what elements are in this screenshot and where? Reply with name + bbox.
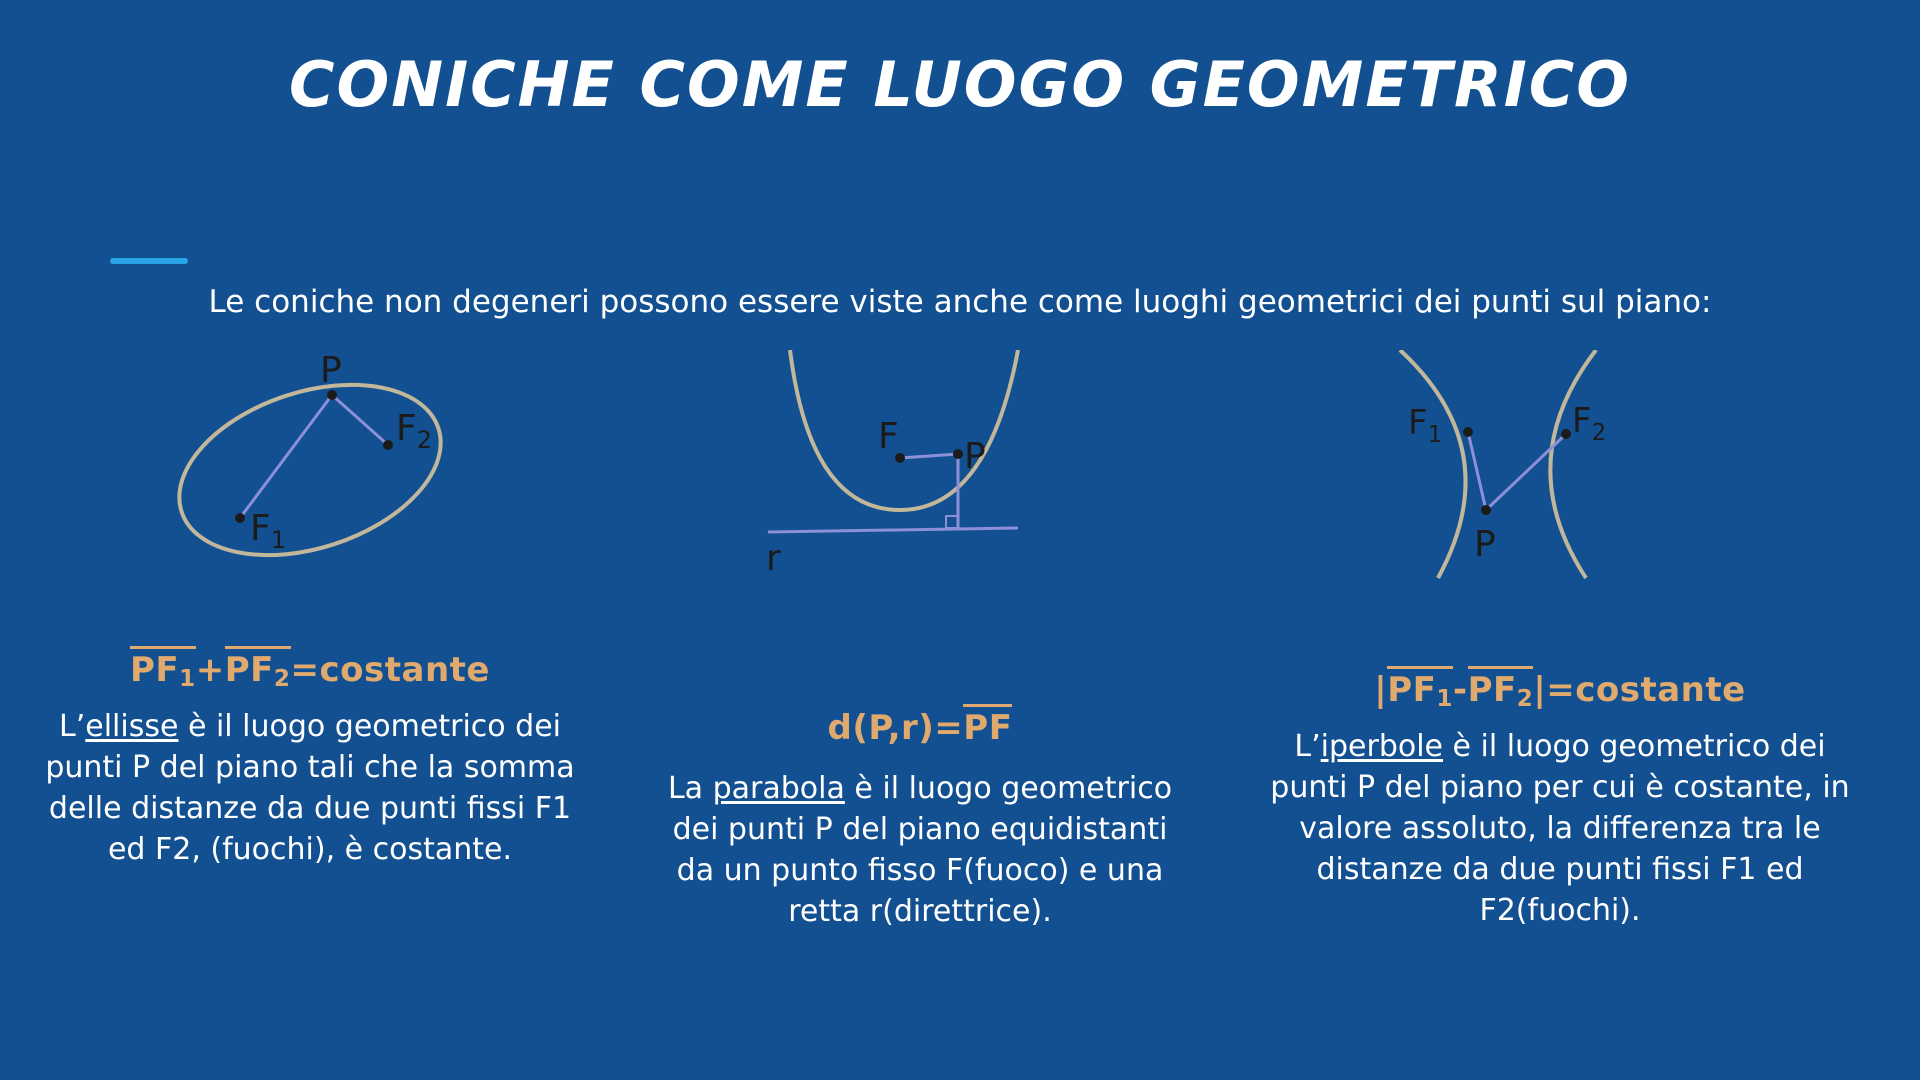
hyperbola-term-link[interactable]: iperbole bbox=[1320, 729, 1444, 765]
point-f2-dot bbox=[1561, 429, 1571, 439]
column-hyperbola bbox=[1250, 350, 1870, 932]
parabola-formula-left: d(P,r)= bbox=[827, 708, 964, 748]
hyperbola-formula bbox=[1250, 670, 1870, 712]
label-f: F bbox=[878, 416, 899, 457]
directrix-line bbox=[768, 528, 1018, 532]
segment-p-f2 bbox=[332, 395, 388, 445]
hyperbola-description bbox=[1250, 726, 1870, 931]
parabola-diagram bbox=[750, 350, 1090, 580]
label-f1: $F_1$ bbox=[250, 508, 286, 554]
label-p: P bbox=[1474, 524, 1496, 565]
hyperbola-description-pre: L’ bbox=[1294, 729, 1321, 765]
ellipse-description bbox=[30, 706, 590, 870]
ellipse-formula-term2 bbox=[224, 646, 291, 693]
label-f1: $F_1$ bbox=[1408, 403, 1443, 448]
parabola-description bbox=[640, 768, 1200, 932]
point-p-dot bbox=[327, 390, 337, 400]
hyperbola-formula-pf1: PF bbox=[1387, 670, 1437, 710]
segment-p-f1 bbox=[1468, 432, 1486, 510]
hyperbola-formula-pf2: PF bbox=[1467, 670, 1517, 710]
ellipse-formula-pf1: PF bbox=[130, 650, 180, 690]
ellipse-formula-pf2-sub: 2 bbox=[273, 666, 291, 693]
ellipse-description-pre: L’ bbox=[59, 709, 86, 745]
hyperbola-formula-pf1-sub: 1 bbox=[1436, 686, 1453, 713]
hyperbola-formula-open: | bbox=[1374, 670, 1388, 710]
ellipse-diagram bbox=[140, 350, 480, 580]
label-f2: $F_2$ bbox=[1572, 401, 1607, 446]
accent-bar bbox=[110, 258, 188, 264]
parabola-term-link[interactable]: parabola bbox=[712, 771, 845, 806]
parabola-formula bbox=[640, 708, 1200, 748]
hyperbola-formula-term1 bbox=[1387, 666, 1453, 713]
hyperbola-description-post: è il luogo geometrico dei punti P del piano per cui è costante, in valore assoluto, la differenza tra le distanze da due punti fissi F1 ed F2(fuochi). bbox=[1270, 729, 1850, 929]
right-angle-mark bbox=[946, 516, 958, 528]
point-f1-dot bbox=[235, 513, 245, 523]
point-f1-dot bbox=[1463, 427, 1473, 437]
parabola-formula-pf: PF bbox=[963, 704, 1012, 748]
parabola-figure bbox=[640, 350, 1200, 650]
hyperbola-formula-close: | bbox=[1533, 670, 1547, 710]
hyperbola-diagram bbox=[1390, 350, 1730, 590]
point-p-dot bbox=[953, 449, 963, 459]
hyperbola-branch-left bbox=[1400, 350, 1466, 578]
column-ellipse bbox=[30, 350, 590, 870]
ellipse-formula-term1 bbox=[130, 646, 196, 693]
ellipse-formula-pf2: PF bbox=[224, 650, 274, 690]
label-f2: $F_2$ bbox=[396, 408, 432, 454]
label-r: r bbox=[766, 538, 781, 579]
page-title: CONICHE COME LUOGO GEOMETRICO bbox=[289, 48, 1631, 121]
parabola-description-post: è il luogo geometrico dei punti P del piano equidistanti da un punto fisso F(fuoco) e una retta r(direttrice). bbox=[672, 771, 1173, 930]
hyperbola-formula-operator: - bbox=[1452, 670, 1468, 710]
ellipse-formula-pf1-sub: 1 bbox=[179, 666, 196, 693]
ellipse-curve bbox=[158, 354, 463, 580]
segment-p-f1 bbox=[240, 395, 332, 518]
ellipse-term-link[interactable]: ellisse bbox=[85, 709, 179, 745]
ellipse-formula bbox=[30, 650, 590, 692]
parabola-description-pre: La bbox=[667, 771, 713, 806]
point-p-dot bbox=[1481, 505, 1491, 515]
ellipse-formula-operator: + bbox=[195, 650, 225, 690]
hyperbola-formula-pf2-sub: 2 bbox=[1516, 686, 1534, 713]
segment-f-p bbox=[900, 454, 958, 458]
hyperbola-formula-tail: =costante bbox=[1546, 670, 1746, 710]
intro-text: Le coniche non degeneri possono essere viste anche come luoghi geometrici dei punti sul piano: bbox=[208, 284, 1712, 320]
hyperbola-branch-right bbox=[1550, 350, 1596, 578]
ellipse-description-post: è il luogo geometrico dei punti P del piano tali che la somma delle distanze da due punti fissi F1 ed F2, (fuochi), è costante. bbox=[45, 709, 575, 868]
label-p: P bbox=[320, 350, 342, 391]
hyperbola-figure bbox=[1250, 350, 1870, 650]
point-f2-dot bbox=[383, 440, 393, 450]
hyperbola-formula-term2 bbox=[1467, 666, 1534, 713]
column-parabola bbox=[640, 350, 1200, 932]
label-p: P bbox=[964, 436, 986, 477]
parabola-curve bbox=[790, 350, 1018, 510]
ellipse-figure bbox=[30, 350, 590, 650]
ellipse-formula-tail: =costante bbox=[290, 650, 490, 690]
